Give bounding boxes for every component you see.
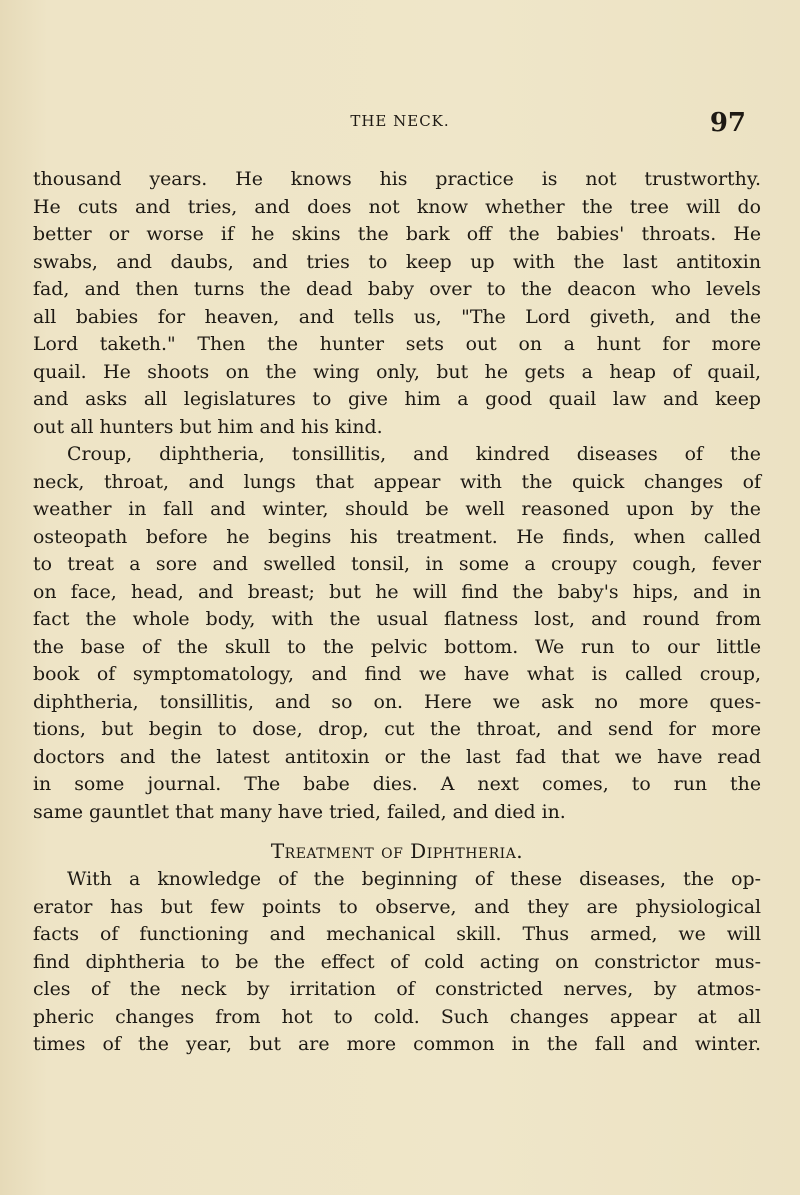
text-line: weather in fall and winter, should be well reasoned upon by the	[33, 498, 761, 520]
text-line: fad, and then turns the dead baby over to the deacon who levels	[33, 278, 761, 300]
text-line: out all hunters but him and his kind.	[33, 415, 383, 438]
text-line: on face, head, and breast; but he will find the baby's hips, and in	[33, 580, 761, 603]
text-line: book of symptomatology, and find we have what is called croup,	[33, 663, 761, 685]
text-line: find diphtheria to be the effect of cold acting on constrictor mus-	[33, 950, 761, 973]
text-line: the base of the skull to the pelvic bottom. We run to our little	[33, 635, 761, 658]
text-line: all babies for heaven, and tells us, "The Lord giveth, and the	[33, 305, 761, 328]
text-line: erator has but few points to observe, and they are physiological	[33, 895, 761, 918]
paragraph-2	[33, 441, 761, 826]
text-line: Croup, diphtheria, tonsillitis, and kindred diseases of the	[67, 443, 761, 465]
text-line: Lord taketh." Then the hunter sets out on a hunt for more	[33, 333, 761, 355]
text-line: thousand years. He knows his practice is not trustworthy.	[33, 168, 761, 190]
text-line: facts of functioning and mechanical skill. Thus armed, we will	[33, 923, 761, 945]
text-line: fact the whole body, with the usual flatness lost, and round from	[33, 608, 761, 630]
paragraph-1	[33, 166, 761, 441]
text-line: tions, but begin to dose, drop, cut the throat, and send for more	[33, 718, 761, 740]
text-line: neck, throat, and lungs that appear with the quick changes of	[33, 470, 761, 493]
text-line: cles of the neck by irritation of constricted nerves, by atmos-	[33, 978, 761, 1000]
text-line: He cuts and tries, and does not know whether the tree will do	[33, 195, 761, 218]
text-line: in some journal. The babe dies. A next comes, to run the	[33, 773, 761, 795]
text-line: doctors and the latest antitoxin or the last fad that we have read	[33, 745, 761, 768]
text-line: With a knowledge of the beginning of these diseases, the op-	[67, 868, 761, 890]
text-line: and asks all legislatures to give him a good quail law and keep	[33, 388, 761, 410]
text-line: quail. He shoots on the wing only, but he gets a heap of quail,	[33, 360, 761, 383]
text-line: swabs, and daubs, and tries to keep up with the last antitoxin	[33, 250, 761, 273]
text-line: osteopath before he begins his treatment. He finds, when called	[33, 525, 761, 548]
text-line: to treat a sore and swelled tonsil, in some a croupy cough, fever	[33, 553, 761, 575]
running-head: THE NECK.	[350, 112, 450, 130]
text-line: pheric changes from hot to cold. Such changes appear at all	[33, 1005, 761, 1028]
body-text	[33, 166, 761, 1059]
text-line: times of the year, but are more common in the fall and winter.	[33, 1033, 761, 1055]
page-header	[0, 104, 800, 144]
text-line: diphtheria, tonsillitis, and so on. Here we ask no more ques-	[33, 690, 761, 713]
page-number: 97	[709, 108, 746, 138]
paragraph-3	[33, 866, 761, 1059]
text-line: better or worse if he skins the bark off the babies' throats. He	[33, 223, 761, 245]
section-heading: Treatment of Diphtheria.	[270, 839, 524, 863]
text-line: same gauntlet that many have tried, failed, and died in.	[33, 800, 566, 823]
